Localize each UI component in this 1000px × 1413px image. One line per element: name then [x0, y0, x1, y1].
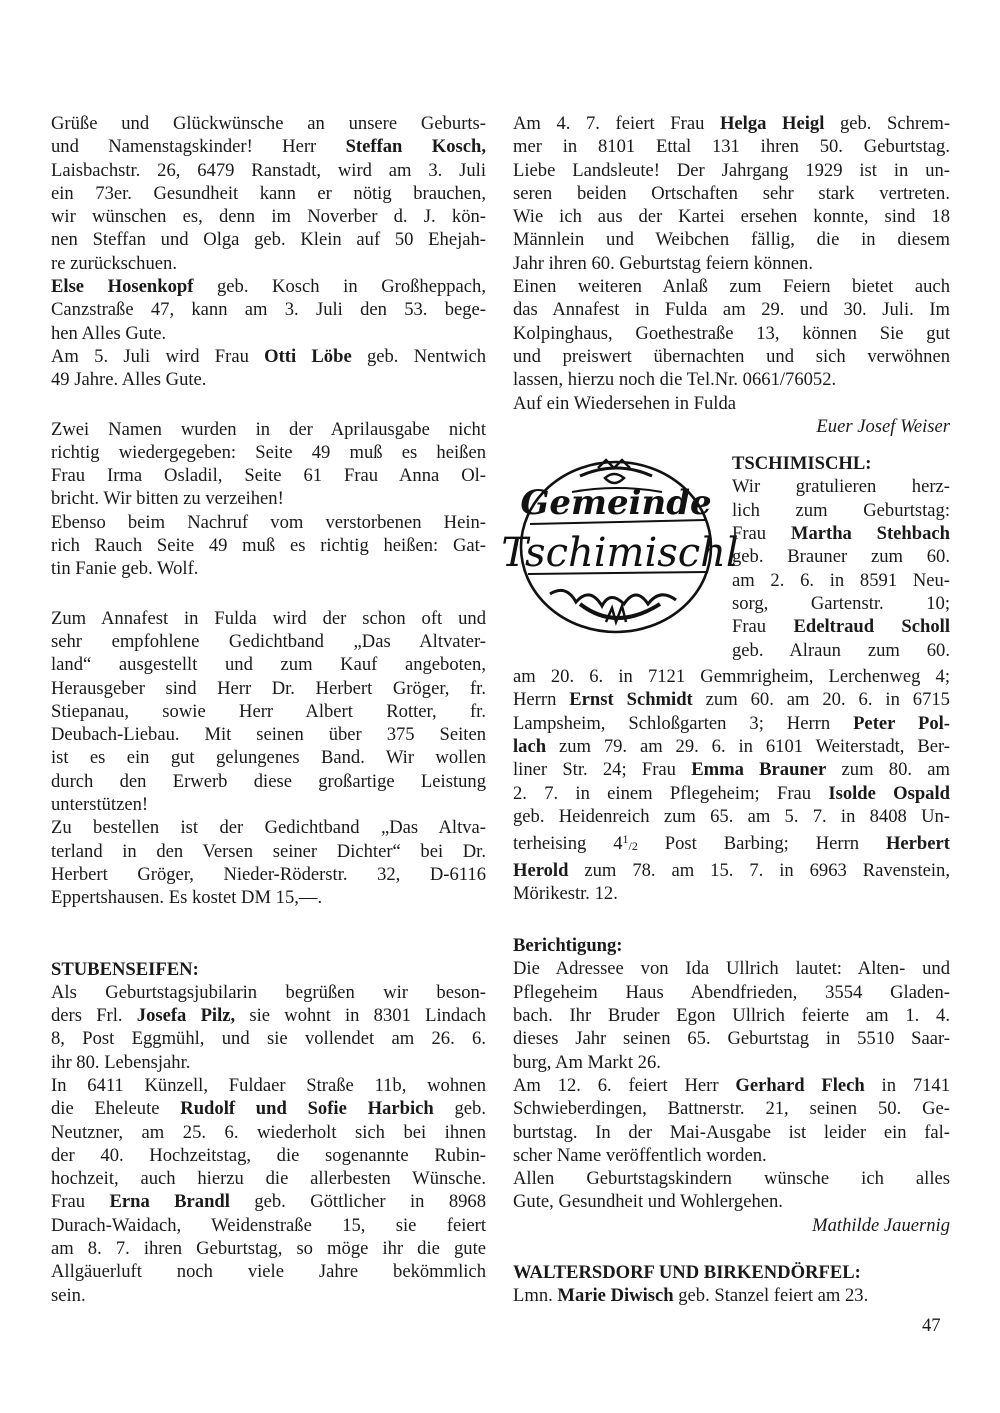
text-line: Gute, Gesundheit und Wohlergehen. — [513, 1191, 783, 1213]
text-line: liner Str. 24; Frau Emma Brauner zum 80. am — [513, 759, 950, 781]
person-name: lach — [513, 736, 547, 758]
text-line: burtstag. In der Mai-Ausgabe ist leider ein fal- — [513, 1121, 950, 1143]
person-name: Herold — [513, 859, 569, 881]
text-line: tin Fanie geb. Wolf. — [51, 558, 199, 580]
text-line: Laisbachstr. 26, 6479 Ranstadt, wird am 3. Juli — [51, 159, 486, 181]
text-line: Lmn. Marie Diwisch geb. Stanzel feiert am 23. — [513, 1285, 869, 1307]
text-line: das Annafest in Fulda am 29. und 30. Juli. Im — [513, 299, 950, 321]
text-line: lach zum 79. am 29. 6. in 6101 Weiterstadt, Ber- — [513, 736, 950, 758]
signature: Euer Josef Weiser — [816, 415, 950, 437]
text-line: Wie ich aus der Kartei ersehen konnte, sind 18 — [513, 206, 950, 228]
tschimischl-section — [501, 452, 951, 731]
text-line: und preiswert übernachten und sich verwöhnen — [513, 345, 950, 367]
text-line: Frau Erna Brandl geb. Göttlicher in 8968 — [51, 1191, 487, 1213]
text-line: bach. Ihr Bruder Egon Ullrich feierte am 1. 4. — [513, 1005, 950, 1027]
text-line: Stiepanau, sowie Herr Albert Rotter, fr. — [51, 700, 486, 722]
person-name: Edeltraud Scholl — [793, 616, 950, 638]
person-name: Emma Brauner — [691, 759, 827, 781]
text-line: seren beiden Ortschaften sehr stark vertreten. — [513, 182, 950, 204]
person-name: Peter Pol- — [853, 712, 950, 734]
text-line: und Namenstagskinder! Herr Steffan Kosch, — [51, 136, 486, 158]
text-line: Zum Annafest in Fulda wird der schon oft und — [51, 607, 486, 629]
text-line: Herausgeber sind Herr Dr. Herbert Gröger, fr. — [51, 677, 486, 699]
text-line: Auf ein Wiedersehen in Fulda — [513, 392, 737, 414]
text-line: sorg, Gartenstr. 10; — [732, 592, 950, 614]
left-column — [51, 112, 486, 1307]
text-line: sein. — [51, 1284, 86, 1306]
text-line: lassen, hierzu noch die Tel.Nr. 0661/76052. — [513, 369, 837, 391]
section-heading: WALTERSDORF UND BIRKENDÖRFEL: — [513, 1261, 861, 1283]
text-line: unterstützen! — [51, 794, 149, 816]
text-line: Else Hosenkopf geb. Kosch in Großheppach, — [51, 276, 487, 298]
svg-text:Gemeinde: Gemeinde — [520, 483, 712, 524]
text-line: Als Geburtstagsjubilarin begrüßen wir beson- — [51, 981, 486, 1003]
section-heading: STUBENSEIFEN: — [51, 958, 199, 980]
text-line: ihr 80. Lebensjahr. — [51, 1051, 191, 1073]
text-line: Wir gratulieren herz- — [732, 476, 950, 498]
text-line: bricht. Wir bitten zu verzeihen! — [51, 488, 284, 510]
signature: Mathilde Jauernig — [812, 1214, 950, 1236]
text-line: geb. Heidenreich zum 65. am 5. 7. in 8408 Un- — [513, 805, 950, 827]
text-line: hochzeit, auch hierzu die allerbesten Wünsche. — [51, 1168, 486, 1190]
person-name: Otti Löbe — [264, 345, 352, 367]
text-line: land“ ausgestellt und zum Kauf angeboten, — [51, 654, 486, 676]
text-line: Liebe Landsleute! Der Jahrgang 1929 ist in un- — [513, 159, 950, 181]
text-line: Zwei Namen wurden in der Aprilausgabe nicht — [51, 418, 486, 440]
text-line: ein 73er. Gesundheit kann er nötig brauchen, — [51, 182, 486, 204]
person-name: Erna Brandl — [109, 1191, 230, 1213]
text-line: 2. 7. in einem Pflegeheim; Frau Isolde Ospald — [513, 782, 950, 804]
text-line: am 2. 6. in 8591 Neu- — [732, 569, 950, 591]
text-line: Frau Irma Osladil, Seite 61 Frau Anna Ol- — [51, 465, 486, 487]
text-line: hen Alles Gute. — [51, 322, 167, 344]
text-line: Allen Geburtstagskindern wünsche ich alles — [513, 1168, 950, 1190]
text-line: Die Adressee von Ida Ullrich lautet: Alten- und — [513, 958, 950, 980]
text-line: ders Frl. Josefa Pilz, sie wohnt in 8301 Lindach — [51, 1005, 487, 1027]
text-line: Schwieberdingen, Battnerstr. 21, seinen 50. Ge- — [513, 1098, 950, 1120]
text-line: rich Rauch Seite 49 muß es richtig heißen: Gat- — [51, 535, 486, 557]
text-line: burg, Am Markt 26. — [513, 1051, 661, 1073]
text-line: Durach-Waidach, Weidenstraße 15, sie feiert — [51, 1214, 486, 1236]
text-line: Ebenso beim Nachruf vom verstorbenen Hein- — [51, 511, 486, 533]
text-line: Lampsheim, Schloßgarten 3; Herrn Peter Pol- — [513, 712, 950, 734]
person-name: Steffan Kosch, — [345, 136, 486, 158]
text-line: Neutzner, am 25. 6. wiederholt sich bei ihnen — [51, 1121, 486, 1143]
text-line: Frau Edeltraud Scholl — [732, 616, 950, 638]
text-line: re zurückschuen. — [51, 252, 177, 274]
waltersdorf-section — [513, 1261, 950, 1308]
text-line: geb. Brauner zum 60. — [732, 546, 950, 568]
text-line: Canzstraße 47, kann am 3. Juli den 53. bege- — [51, 299, 486, 321]
section-heading: TSCHIMISCHL: — [732, 453, 872, 475]
text-line: Männlein und Weibchen fällig, die in diesem — [513, 229, 950, 251]
berichtigung-section — [513, 934, 950, 1237]
text-line: am 8. 7. ihren Geburtstag, so möge ihr die gute — [51, 1238, 486, 1260]
text-line: wir wünschen es, denn im Noverber d. J. kön- — [51, 206, 486, 228]
person-name: Else Hosenkopf — [51, 276, 194, 298]
text-line: lich zum Geburtstag: — [732, 499, 950, 521]
text-line: mer in 8101 Ettal 131 ihren 50. Geburtstag. — [513, 136, 950, 158]
text-line: Pflegeheim Haus Abendfrieden, 3554 Gladen- — [513, 981, 950, 1003]
text-line: sehr empfohlene Gedichtband „Das Altvater- — [51, 630, 486, 652]
text-line: dieses Jahr seinen 65. Geburtstag in 5510 Saar- — [513, 1028, 950, 1050]
text-line: ist es ein gut gelungenes Band. Wir wollen — [51, 747, 486, 769]
jahrgang-paragraph — [513, 112, 950, 438]
correction-paragraph — [51, 418, 486, 581]
text-line: die Eheleute Rudolf und Sofie Harbich geb. — [51, 1098, 486, 1120]
right-column — [501, 112, 951, 1308]
text-line: Herold zum 78. am 15. 7. in 6963 Ravenstein, — [513, 859, 950, 881]
text-line: der 40. Hochzeitstag, die sogenannte Rubin- — [51, 1144, 486, 1166]
person-name: Marie Diwisch — [557, 1285, 674, 1307]
text-line: geb. Alraun zum 60. — [732, 639, 950, 661]
text-line: 8, Post Eggmühl, und sie vollendet am 26. 6. — [51, 1028, 486, 1050]
text-line: terheising $4^1/2$ Post Barbing; Herrn Herbert — [513, 832, 950, 855]
person-name: Martha Stehbach — [790, 523, 951, 545]
person-name: Josefa Pilz, — [136, 1005, 236, 1027]
text-line: Jahr ihren 60. Geburtstag feiern können. — [513, 252, 813, 274]
text-line: Am 4. 7. feiert Frau Helga Heigl geb. Schrem- — [513, 113, 951, 134]
stubenseifen-section — [51, 958, 486, 1307]
text-line: am 20. 6. in 7121 Gemmrigheim, Lerchenweg 4; — [513, 666, 950, 688]
person-name: Herbert — [885, 833, 950, 855]
text-line: Allgäuerluft noch viele Jahre bekömmlich — [51, 1261, 486, 1283]
text-line: Mörikestr. 12. — [513, 882, 618, 904]
person-name: Isolde Ospald — [828, 782, 950, 804]
tschimischl-text — [732, 452, 950, 662]
text-line: Deubach-Liebau. Mit seinen über 375 Seiten — [51, 724, 486, 746]
person-name: Helga Heigl — [719, 113, 825, 134]
text-line: richtig wiedergegeben: Seite 49 muß es heißen — [51, 441, 486, 463]
section-heading: Berichtigung: — [513, 935, 623, 957]
text-line: Herrn Ernst Schmidt zum 60. am 20. 6. in 6715 — [513, 689, 950, 711]
text-line: Am 12. 6. feiert Herr Gerhard Flech in 7141 — [513, 1074, 951, 1096]
text-line: Kolpinghaus, Goethestraße 13, können Sie gut — [513, 322, 950, 344]
text-line: Zu bestellen ist der Gedichtband „Das Altva- — [51, 817, 486, 839]
svg-text:Tschimischl: Tschimischl — [501, 530, 739, 577]
greeting-paragraph — [51, 112, 486, 392]
text-line: nen Steffan und Olga geb. Klein auf 50 Ehejah- — [51, 229, 486, 251]
page-number: 47 — [922, 1315, 941, 1336]
text-line: terland in den Versen seiner Dichter“ bei Dr. — [51, 840, 486, 862]
text-line: In 6411 Künzell, Fuldaer Straße 11b, wohnen — [51, 1074, 486, 1096]
text-line: Frau Martha Stehbach — [732, 523, 951, 545]
text-line: Grüße und Glückwünsche an unsere Geburts- — [51, 113, 486, 134]
text-line: scher Name veröffentlich worden. — [513, 1144, 767, 1166]
text-line: Einen weiteren Anlaß zum Feiern bietet auch — [513, 276, 950, 298]
village-seal-image — [501, 454, 739, 640]
person-name: Gerhard Flech — [735, 1074, 865, 1096]
person-name: Ernst Schmidt — [569, 689, 693, 711]
person-name: Rudolf und Sofie Harbich — [180, 1098, 434, 1120]
text-line: durch den Erwerb diese großartige Leistung — [51, 770, 486, 792]
text-line: Herbert Gröger, Nieder-Röderstr. 32, D-6116 — [51, 863, 486, 885]
text-line: Am 5. Juli wird Frau Otti Löbe geb. Nentwich — [51, 345, 486, 367]
text-line: 49 Jahre. Alles Gute. — [51, 369, 207, 391]
text-line: Eppertshausen. Es kostet DM 15,—. — [51, 887, 323, 909]
annafest-paragraph — [51, 607, 486, 910]
